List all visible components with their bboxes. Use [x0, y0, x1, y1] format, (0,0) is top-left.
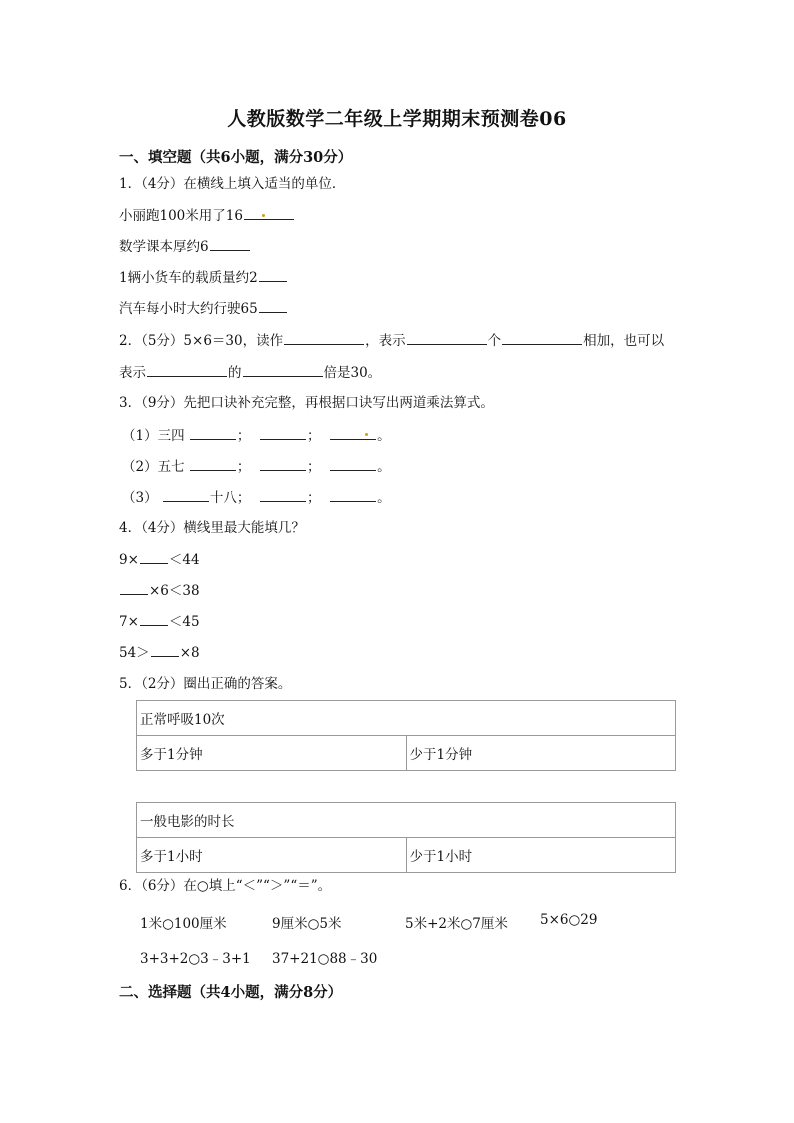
q6-stem: 6．（6分）在○填上“＜”“＞”“＝”。	[119, 878, 332, 894]
q3-stem: 3．（9分）先把口诀补充完整，再根据口诀写出两道乘法算式。	[119, 395, 494, 411]
q3-separator: ；	[236, 459, 251, 475]
answer-blank[interactable]	[407, 330, 487, 345]
answer-blank[interactable]	[210, 236, 250, 251]
q4-item	[119, 642, 200, 663]
q1-item-text: 小丽跑100米用了16	[119, 208, 243, 224]
answer-blank[interactable]	[330, 425, 376, 440]
section-heading-choice: 二、选择题（共4小题，满分8分）	[119, 984, 343, 1001]
q3-separator: ；	[306, 490, 321, 506]
q4-text: 7×	[119, 614, 139, 630]
answer-blank[interactable]	[140, 549, 168, 564]
option-cell-less[interactable]: 少于1分钟	[406, 736, 676, 771]
q2-text: 个	[487, 333, 502, 349]
q3-row-3	[122, 487, 391, 508]
table-header-cell: 正常呼吸10次	[137, 701, 676, 736]
q3-text: 十八；	[209, 490, 251, 506]
q4-text: 9×	[119, 552, 139, 568]
compare-item[interactable]: 37+21○88﹣30	[272, 951, 378, 967]
q2-text: ，表示	[365, 333, 406, 349]
answer-blank[interactable]	[284, 330, 364, 345]
q2-line1	[119, 330, 664, 351]
q5-stem: 5．（2分）圈出正确的答案。	[119, 676, 292, 692]
q1-item-text: 汽车每小时大约行驶65	[119, 301, 258, 317]
compare-item[interactable]: 5米+2米○7厘米	[405, 916, 508, 932]
answer-blank[interactable]	[147, 362, 227, 377]
q3-end: 。	[377, 428, 391, 444]
answer-blank[interactable]	[260, 425, 306, 440]
answer-blank[interactable]	[330, 456, 376, 471]
q5-table-movie	[136, 802, 676, 873]
q4-item	[119, 580, 200, 601]
answer-blank[interactable]	[259, 298, 287, 313]
q2-text: 的	[228, 365, 242, 381]
answer-blank[interactable]	[260, 487, 306, 502]
compare-item[interactable]: 5×6○29	[540, 912, 598, 928]
answer-blank[interactable]	[163, 487, 209, 502]
q3-row-1	[122, 425, 391, 446]
q4-stem: 4．（4分）横线里最大能填几？	[119, 520, 305, 536]
q1-item	[119, 267, 288, 288]
answer-blank[interactable]	[190, 425, 236, 440]
q2-text: 表示	[119, 365, 146, 381]
q2-line2	[119, 362, 381, 383]
marker-dot	[262, 214, 265, 217]
q3-label: （1）三四	[122, 428, 185, 444]
section-heading-fill-blank: 一、填空题（共6小题，满分30分）	[119, 149, 353, 166]
q4-item	[119, 611, 200, 632]
q1-item	[119, 205, 295, 226]
answer-blank[interactable]	[243, 362, 323, 377]
q3-end: 。	[377, 490, 391, 506]
q1-item	[119, 298, 288, 319]
q1-item-text: 1辆小货车的载质量约2	[119, 270, 258, 286]
q3-end: 。	[377, 459, 391, 475]
q3-separator: ；	[306, 428, 321, 444]
compare-item[interactable]: 9厘米○5米	[272, 916, 342, 932]
q4-text: 54＞	[119, 645, 150, 661]
answer-blank[interactable]	[502, 330, 582, 345]
option-cell-more[interactable]: 多于1小时	[137, 838, 407, 873]
answer-blank[interactable]	[190, 456, 236, 471]
q4-text: ＜45	[168, 614, 200, 630]
compare-item[interactable]: 1米○100厘米	[140, 916, 227, 932]
q3-separator: ；	[236, 428, 251, 444]
q4-text: ×6＜38	[149, 583, 200, 599]
q1-item-text: 数学课本厚约6	[119, 239, 209, 255]
table-header-cell: 一般电影的时长	[137, 803, 676, 838]
q1-item	[119, 236, 251, 257]
page-title: 人教版数学二年级上学期期末预测卷06	[227, 108, 567, 130]
q5-table-breathing	[136, 700, 676, 771]
q2-text: 倍是30。	[323, 365, 382, 381]
marker-dot	[365, 433, 368, 436]
q3-row-2	[122, 456, 391, 477]
option-cell-less[interactable]: 少于1小时	[406, 838, 676, 873]
answer-blank[interactable]	[259, 267, 287, 282]
q4-text: ＜44	[168, 552, 200, 568]
answer-blank[interactable]	[260, 456, 306, 471]
answer-blank[interactable]	[244, 205, 294, 220]
answer-blank[interactable]	[140, 611, 168, 626]
q3-label: （3）	[122, 490, 158, 506]
q3-label: （2）五七	[122, 459, 185, 475]
q4-text: ×8	[179, 645, 200, 661]
answer-blank[interactable]	[120, 580, 148, 595]
answer-blank[interactable]	[330, 487, 376, 502]
q4-item	[119, 549, 200, 570]
q2-text: 相加，也可以	[583, 333, 665, 349]
q2-text: 2．（5分）5×6＝30，读作	[119, 333, 284, 349]
option-cell-more[interactable]: 多于1分钟	[137, 736, 407, 771]
q3-separator: ；	[306, 459, 321, 475]
compare-item[interactable]: 3+3+2○3﹣3+1	[140, 951, 251, 967]
answer-blank[interactable]	[151, 642, 179, 657]
q1-stem: 1．（4分）在横线上填入适当的单位．	[119, 176, 346, 192]
